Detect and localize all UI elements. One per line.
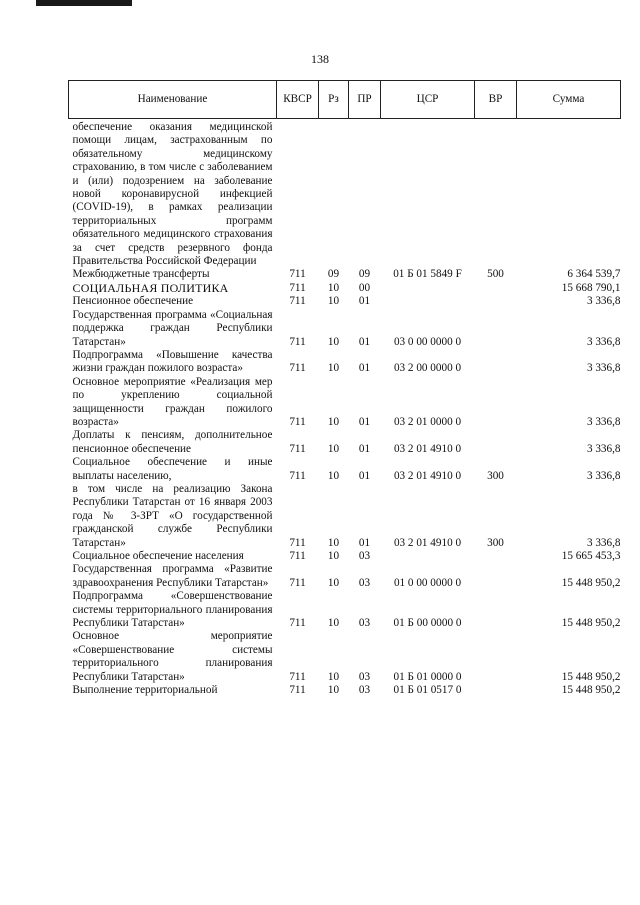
cell-kvsr: 711 xyxy=(289,281,306,294)
cell-sum: 3 336,8 xyxy=(586,415,621,428)
cell-csr: 01 Б 01 0000 0 xyxy=(393,670,462,683)
budget-table xyxy=(68,80,621,697)
cell-rz: 10 xyxy=(327,550,340,562)
cell-vr xyxy=(475,590,517,630)
cell-vr xyxy=(475,563,517,590)
header-pr: ПР xyxy=(349,81,381,119)
table-row xyxy=(69,483,621,550)
cell-sum: 3 336,8 xyxy=(586,295,621,308)
header-kvsr: КВСР xyxy=(277,81,319,119)
cell-name: Государственная программа «Социальная поддержка граждан Республики Татарстан» xyxy=(72,308,273,348)
cell-pr: 03 xyxy=(358,576,371,589)
scan-corner-mark xyxy=(36,0,132,6)
header-sum: Сумма xyxy=(517,81,621,119)
cell-pr: 09 xyxy=(358,268,371,281)
cell-sum: 15 448 950,2 xyxy=(561,576,621,589)
cell-sum xyxy=(517,119,621,269)
cell-rz: 10 xyxy=(327,576,340,589)
cell-pr: 03 xyxy=(358,670,371,683)
cell-name: обеспечение оказания медицинской помощи лицам, застрахованным по обязательному медицинскому страхованию, в том числе с заболеванием и (или) подозрением на заболевание новой коронавирусной инфекцией (COVID-19), в рамках реализации территориальных программ обязательного медицинского страхования за счет средств резервного фонда Правительства Российской Федерации xyxy=(72,121,273,268)
cell-kvsr: 711 xyxy=(289,268,306,281)
cell-rz: 10 xyxy=(327,415,340,428)
cell-vr xyxy=(475,349,517,376)
cell-vr xyxy=(475,630,517,684)
cell-csr: 03 0 00 0000 0 xyxy=(393,335,462,348)
cell-name: Основное мероприятие «Совершенствование системы территориального планирования Республики Татарстан» xyxy=(72,630,273,683)
cell-pr: 01 xyxy=(358,536,371,549)
cell-kvsr: 711 xyxy=(289,536,306,549)
cell-sum: 3 336,8 xyxy=(586,536,621,549)
table-row xyxy=(69,684,621,697)
cell-sum: 15 448 950,2 xyxy=(561,670,621,683)
cell-pr: 01 xyxy=(358,469,371,482)
cell-name: Основное мероприятие «Реализация мер по укреплению социальной защищенности граждан пожилого возраста» xyxy=(72,375,273,428)
cell-csr: 01 Б 01 0517 0 xyxy=(393,684,462,697)
cell-vr: 300 xyxy=(487,469,504,482)
table-row xyxy=(69,349,621,376)
cell-pr: 03 xyxy=(358,617,371,630)
cell-vr xyxy=(475,429,517,456)
cell-pr xyxy=(349,119,381,269)
table-row xyxy=(69,282,621,295)
cell-vr: 300 xyxy=(487,536,504,549)
cell-csr: 03 2 01 4910 0 xyxy=(393,469,462,482)
cell-csr: 01 Б 00 0000 0 xyxy=(393,617,462,630)
cell-name: Выполнение территориальной xyxy=(72,684,218,697)
cell-rz: 10 xyxy=(327,536,340,549)
cell-kvsr: 711 xyxy=(289,442,306,455)
cell-kvsr: 711 xyxy=(289,362,306,375)
cell-name: Пенсионное обеспечение xyxy=(72,295,194,308)
cell-csr: 01 0 00 0000 0 xyxy=(393,576,462,589)
cell-rz xyxy=(319,119,349,269)
cell-vr xyxy=(475,282,517,295)
cell-rz: 10 xyxy=(327,295,340,308)
cell-name: СОЦИАЛЬНАЯ ПОЛИТИКА xyxy=(72,280,229,295)
cell-name: Доплаты к пенсиям, дополнительное пенсионное обеспечение xyxy=(72,429,273,455)
header-name: Наименование xyxy=(69,81,277,119)
cell-csr: 03 2 01 4910 0 xyxy=(393,442,462,455)
table-body xyxy=(69,119,621,698)
table-row xyxy=(69,550,621,563)
cell-name: Межбюджетные трансферты xyxy=(72,268,210,281)
cell-sum: 15 448 950,2 xyxy=(561,617,621,630)
cell-kvsr: 711 xyxy=(289,576,306,589)
cell-kvsr: 711 xyxy=(289,617,306,630)
cell-name: Социальное обеспечение населения xyxy=(72,550,244,562)
table-row xyxy=(69,456,621,483)
cell-vr xyxy=(475,119,517,269)
cell-csr: 03 2 00 0000 0 xyxy=(393,362,462,375)
cell-kvsr: 711 xyxy=(289,469,306,482)
budget-table-container xyxy=(68,80,620,697)
cell-vr xyxy=(475,550,517,563)
cell-sum: 3 336,8 xyxy=(586,362,621,375)
cell-kvsr: 711 xyxy=(289,550,306,562)
header-csr: ЦСР xyxy=(381,81,475,119)
cell-kvsr: 711 xyxy=(289,295,306,308)
table-row xyxy=(69,590,621,630)
cell-csr xyxy=(381,550,475,563)
cell-sum: 3 336,8 xyxy=(586,335,621,348)
header-vr: ВР xyxy=(475,81,517,119)
page-number: 138 xyxy=(311,52,329,66)
cell-kvsr: 711 xyxy=(289,415,306,428)
table-row xyxy=(69,376,621,430)
cell-rz: 10 xyxy=(327,670,340,683)
header-rz: Рз xyxy=(319,81,349,119)
cell-csr: 03 2 01 4910 0 xyxy=(393,536,462,549)
cell-pr: 03 xyxy=(358,550,371,562)
cell-vr xyxy=(475,684,517,697)
table-row xyxy=(69,309,621,349)
cell-rz: 10 xyxy=(327,617,340,630)
cell-rz: 10 xyxy=(327,442,340,455)
cell-name: Подпрограмма «Совершенствование системы территориального планирования Республики Татарстан» xyxy=(72,590,273,630)
cell-csr xyxy=(381,119,475,269)
cell-csr xyxy=(381,295,475,308)
cell-kvsr: 711 xyxy=(289,335,306,348)
cell-rz: 10 xyxy=(327,469,340,482)
cell-csr: 01 Б 01 5849 F xyxy=(393,268,462,281)
cell-name: в том числе на реализацию Закона Республики Татарстан от 16 января 2003 года № 3-ЗРТ «О государственной гражданской службе Республики Татарстан» xyxy=(72,482,273,549)
cell-sum: 15 665 453,3 xyxy=(561,550,621,562)
cell-rz: 10 xyxy=(327,335,340,348)
cell-rz: 10 xyxy=(327,362,340,375)
table-row xyxy=(69,563,621,590)
cell-pr: 01 xyxy=(358,442,371,455)
table-row xyxy=(69,429,621,456)
cell-vr xyxy=(475,309,517,349)
cell-rz: 09 xyxy=(327,268,340,281)
cell-pr: 01 xyxy=(358,415,371,428)
cell-sum: 15 448 950,2 xyxy=(561,684,621,697)
cell-sum: 3 336,8 xyxy=(586,469,621,482)
cell-vr xyxy=(475,376,517,430)
cell-rz: 10 xyxy=(327,281,340,294)
cell-rz: 10 xyxy=(327,684,340,697)
cell-name: Социальное обеспечение и иные выплаты населению, xyxy=(72,456,273,482)
cell-pr: 01 xyxy=(358,295,371,308)
cell-csr xyxy=(381,282,475,295)
cell-sum: 6 364 539,7 xyxy=(567,268,621,281)
table-header xyxy=(69,81,621,119)
cell-csr: 03 2 01 0000 0 xyxy=(393,415,462,428)
table-row xyxy=(69,119,621,269)
table-row xyxy=(69,268,621,281)
table-row xyxy=(69,630,621,684)
cell-sum: 15 668 790,1 xyxy=(561,281,621,294)
cell-kvsr: 711 xyxy=(289,684,306,697)
cell-vr: 500 xyxy=(487,268,504,281)
cell-sum: 3 336,8 xyxy=(586,442,621,455)
cell-kvsr: 711 xyxy=(289,670,306,683)
cell-pr: 00 xyxy=(358,281,371,294)
cell-pr: 01 xyxy=(358,362,371,375)
cell-vr xyxy=(475,295,517,308)
table-row xyxy=(69,295,621,308)
cell-kvsr xyxy=(277,119,319,269)
cell-name: Государственная программа «Развитие здравоохранения Республики Татарстан» xyxy=(72,563,273,589)
cell-pr: 03 xyxy=(358,684,371,697)
cell-name: Подпрограмма «Повышение качества жизни граждан пожилого возраста» xyxy=(72,348,273,375)
cell-pr: 01 xyxy=(358,335,371,348)
